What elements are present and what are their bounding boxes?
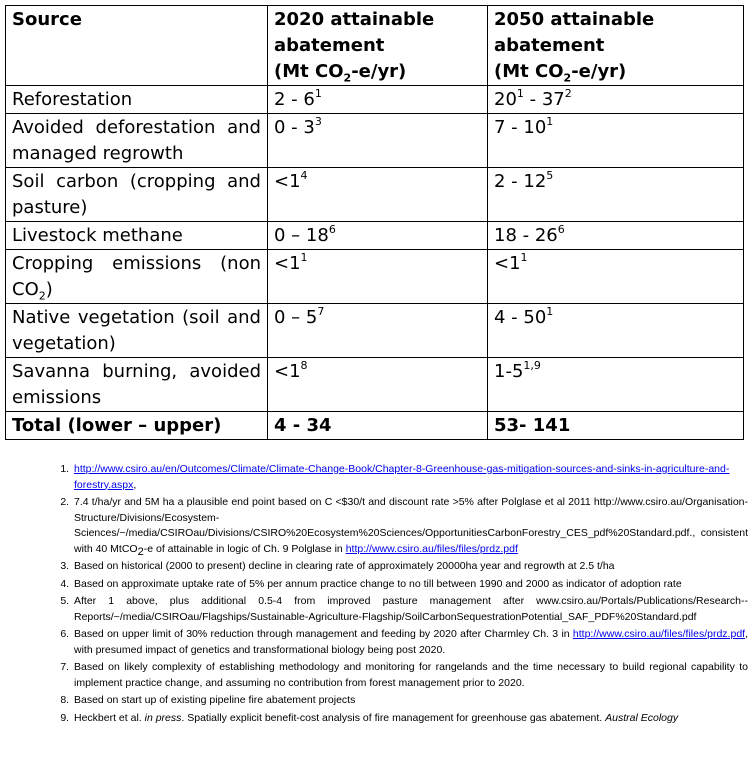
total-2020-value: 4 - 34: [268, 412, 488, 440]
total-2050-value: 53- 141: [488, 412, 744, 440]
footnote-9: 9. Heckbert et al. in press. Spatially explicit benefit-cost analysis of fire management for greenhouse gas abatement. Austral Ecology: [72, 711, 748, 727]
row-2020-value: $0 - 5^7$: [268, 304, 488, 358]
table-row: [6, 114, 744, 168]
header-2020: 2020 attainable abatement (Mt $CO_2-e/yr$): [268, 6, 488, 86]
row-2020-value: $0 - 18^6$: [268, 222, 488, 250]
table-row: [6, 358, 744, 412]
footnote-7: 7. Based on likely complexity of establishing methodology and monitoring for rangelands and the time necessary to build regional capability to implement practice change, and assuming no contribution from forest management prior to 2020.: [72, 660, 748, 691]
row-source: Soil carbon (cropping and pasture): [6, 168, 268, 222]
row-2020-value: $2 - 6^1$: [268, 86, 488, 114]
row-2050-value: 1-5$^{1,9}$: [488, 358, 744, 412]
row-2050-value: $7 - 10^1$: [488, 114, 744, 168]
row-2020-value: $<1^4$: [268, 168, 488, 222]
row-2050-value: $18 - 26^6$: [488, 222, 744, 250]
footnote-6: 6. Based on upper limit of 30% reduction through management and feeding by 2020 after Charmley Ch. 3 in http://www.csiro.au/files/files/prdz.pdf, with presumed impact of genetics and transformational biology being post 2020.: [72, 627, 748, 658]
row-2020-value: $<1^8$: [268, 358, 488, 412]
row-2050-value: $20^1 - 37^2$: [488, 86, 744, 114]
row-source: Livestock methane: [6, 222, 268, 250]
header-source: Source: [6, 6, 268, 86]
footnote-6-link[interactable]: http://www.csiro.au/files/files/prdz.pdf: [572, 628, 746, 640]
footnote-3: 3. Based on historical (2000 to present) decline in clearing rate of approximately 20000ha year and regrowth at 2.5 t/ha: [72, 559, 748, 575]
row-source: Avoided deforestation and managed regrowth: [6, 114, 268, 168]
table-row: [6, 304, 744, 358]
row-2020-value: $<1^1$: [268, 250, 488, 304]
abatement-table: [5, 5, 744, 440]
table-row: [6, 222, 744, 250]
header-row: [6, 6, 744, 86]
row-2050-value: $<1^1$: [488, 250, 744, 304]
footnotes-list: [52, 462, 748, 728]
row-2050-value: $2 - 12^5$: [488, 168, 744, 222]
table-row: [6, 168, 744, 222]
header-2050: 2050 attainable abatement (Mt $CO_2-e/yr$): [488, 6, 744, 86]
row-2020-value: $0 - 3^3$: [268, 114, 488, 168]
table-row: [6, 86, 744, 114]
row-source: Savanna burning, avoided emissions: [6, 358, 268, 412]
table-row: [6, 250, 744, 304]
row-source: Cropping emissions (non $CO_2$): [6, 250, 268, 304]
footnote-4: 4. Based on approximate uptake rate of 5% per annum practice change to no till between 1990 and 2000 as indicator of adoption rate: [72, 577, 748, 593]
footnote-2: 2. 7.4 t/ha/yr and 5M ha a plausible end point based on C <$30/t and discount rate >5% after Polglase et al 2011 http://www.csiro.au/Organisation-Structure/Divisions/Ecosystem-Sciences/~/media/CSIROau/Divisions/CSIRO%20Ecosystem%20Sciences/OpportunitiesCarbonForestry_CES_pdf%20Standard.pdf., consistent with 40 MtCO$_2$-e of attainable in logic of Ch. 9 Polglase in http://www.csiro.au/files/files/prdz.pdf: [72, 495, 748, 557]
total-label: Total (lower – upper): [6, 412, 268, 440]
footnote-1: 1. http://www.csiro.au/en/Outcomes/Climate/Climate-Change-Book/Chapter-8-Greenhouse-gas-mitigation-sources-and-sinks-in-agriculture-and-forestry.aspx,: [72, 462, 748, 493]
footnote-2-link[interactable]: http://www.csiro.au/files/files/prdz.pdf: [345, 542, 518, 555]
row-2050-value: $4 - 50^1$: [488, 304, 744, 358]
total-row: [6, 412, 744, 440]
footnote-8: 8. Based on start up of existing pipeline fire abatement projects: [72, 693, 748, 709]
row-source: Reforestation: [6, 86, 268, 114]
footnote-5: 5. After 1 above, plus additional 0.5-4 from improved pasture management after www.csiro.au/Portals/Publications/Research--Reports/~/media/CSIROau/Flagships/Sustainable-Agriculture-Flagship/SoilCarbonSequestrationPotential_SAF_PDF%20Standard.pdf: [72, 594, 748, 625]
row-source: Native vegetation (soil and vegetation): [6, 304, 268, 358]
footnote-1-link[interactable]: http://www.csiro.au/en/Outcomes/Climate/Climate-Change-Book/Chapter-8-Greenhouse-gas-mitigation-sources-and-sinks-in-agriculture-and-forestry.aspx: [74, 463, 730, 491]
